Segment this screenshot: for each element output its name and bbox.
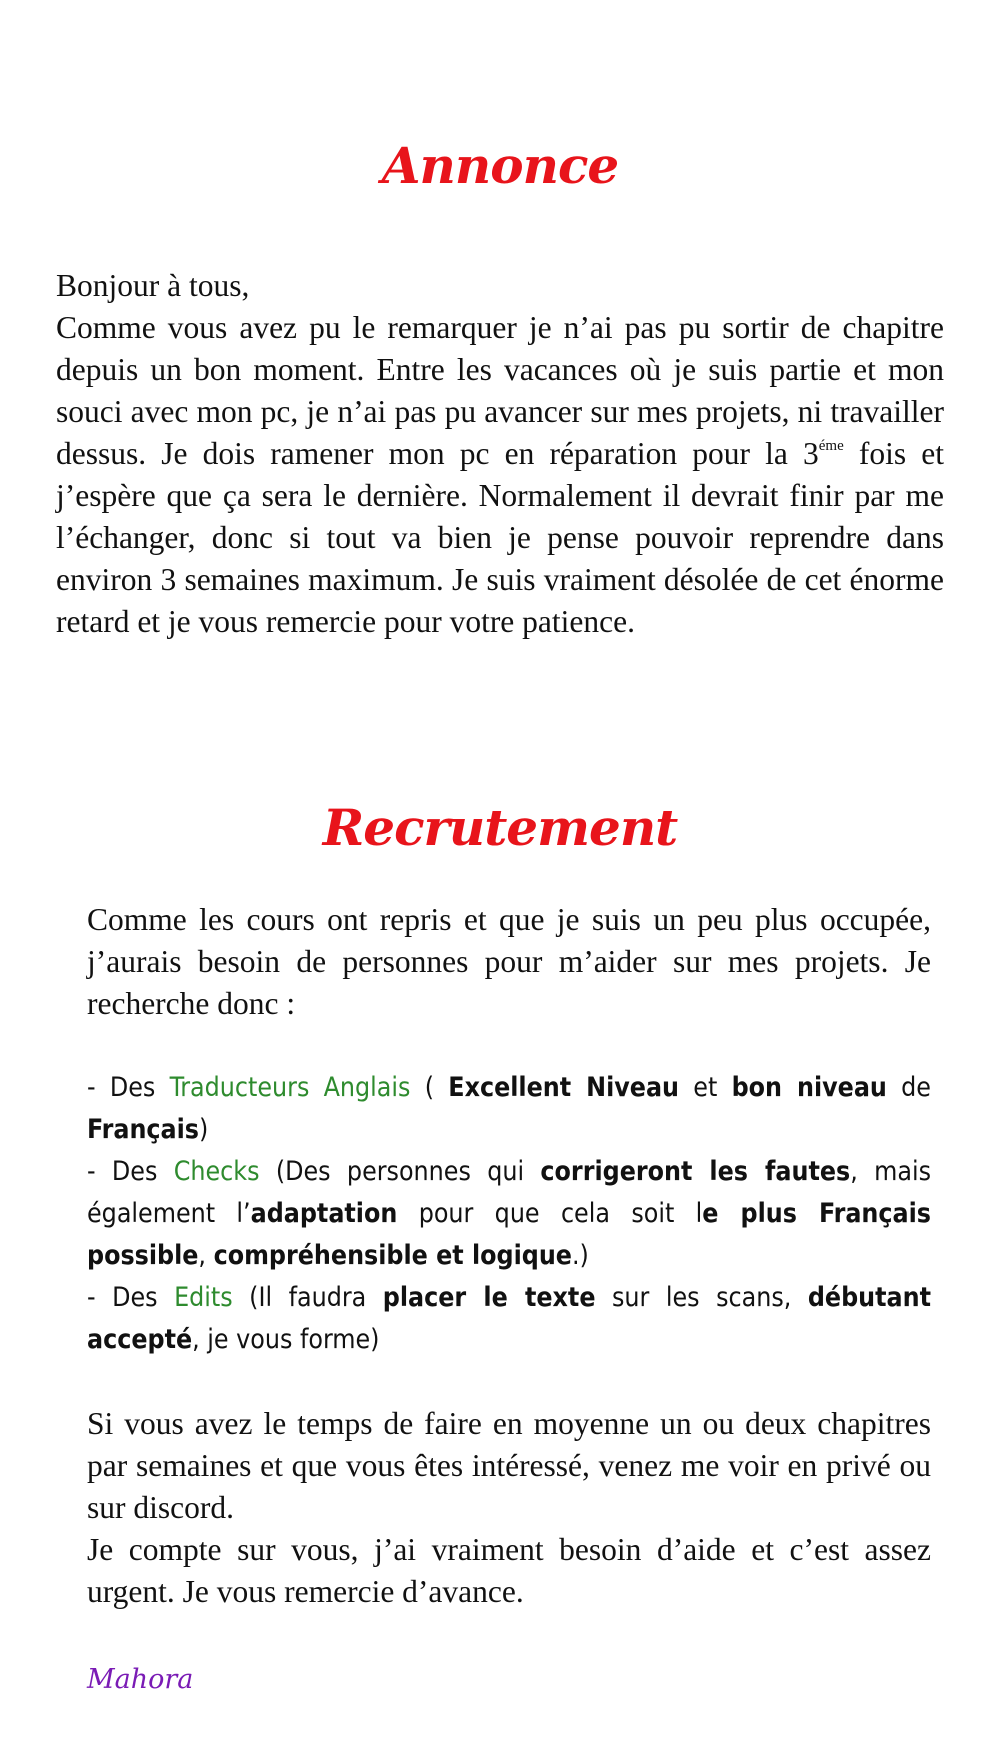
item-text: ( — [410, 1072, 449, 1103]
role-name: Edits — [174, 1282, 233, 1313]
item-emphasis: compréhensible et logique — [213, 1240, 572, 1271]
item-prefix: - Des — [87, 1156, 174, 1187]
item-emphasis: débutant accepté — [87, 1282, 931, 1355]
item-emphasis: e plus Français possible — [87, 1198, 931, 1271]
item-emphasis: bon niveau — [731, 1072, 887, 1103]
item-prefix: - Des — [87, 1072, 170, 1103]
annonce-text-part2: fois et j’espère que ça sera le dernière. Normalement il devrait finir par me l’échanger, donc si tout va bien je pense pouvoir reprendre dans environ 3 semaines maximum. Je suis vraiment désolée de cet énorme retard et je vous remercie pour votre patience. — [56, 436, 945, 639]
item-text: (Il faudra — [232, 1282, 383, 1313]
role-list — [87, 1067, 931, 1361]
item-emphasis: adaptation — [250, 1198, 398, 1229]
item-text: , je vous forme) — [192, 1324, 380, 1355]
role-item-edits — [87, 1277, 931, 1361]
ordinal-suffix: éme — [818, 438, 844, 454]
recrutement-intro: Comme les cours ont repris et que je suis un peu plus occupée, j’aurais besoin de personnes pour m’aider sur mes projets. Je recherche donc : — [87, 902, 931, 1021]
item-text: , mais également l’ — [87, 1156, 932, 1229]
role-name: Traducteurs Anglais — [169, 1072, 411, 1103]
annonce-paragraph — [56, 307, 944, 643]
signature: Mahora — [87, 1664, 194, 1695]
annonce-heading: Annonce — [381, 135, 619, 195]
item-prefix: - Des — [87, 1282, 175, 1313]
item-text: ) — [199, 1114, 209, 1145]
recrutement-closing-1: Si vous avez le temps de faire en moyenne un ou deux chapitres par semaines et que vous êtes intéressé, venez me voir en privé ou sur discord. — [87, 1406, 931, 1525]
item-text: sur les scans, — [595, 1282, 808, 1313]
recrutement-body — [87, 899, 931, 1613]
item-emphasis: Excellent Niveau — [448, 1072, 680, 1103]
item-text: .) — [571, 1240, 589, 1271]
item-emphasis: placer le texte — [382, 1282, 596, 1313]
item-text: pour que cela soit l — [397, 1198, 703, 1229]
annonce-text-part1: Comme vous avez pu le remarquer je n’ai pas pu sortir de chapitre depuis un bon moment. Entre les vacances où je suis partie et mon souci avec mon pc, je n’ai pas pu avancer sur mes projets, ni travailler dessus. Je dois ramener mon pc en réparation pour la 3 — [56, 310, 944, 471]
item-text: de — [886, 1072, 931, 1103]
item-text: (Des personnes qui — [259, 1156, 541, 1187]
item-text: et — [679, 1072, 732, 1103]
recrutement-heading: Recrutement — [322, 797, 678, 857]
role-item-checks — [87, 1151, 931, 1277]
role-name: Checks — [173, 1156, 260, 1187]
item-text: , — [198, 1240, 214, 1271]
recrutement-closing-2: Je compte sur vous, j’ai vraiment besoin d’aide et c’est assez urgent. Je vous remercie d’avance. — [87, 1532, 931, 1609]
role-item-translators — [87, 1067, 931, 1151]
item-emphasis: corrigeront les fautes — [540, 1156, 851, 1187]
annonce-greeting: Bonjour à tous, — [56, 268, 250, 303]
annonce-body — [56, 265, 944, 643]
item-emphasis: Français — [87, 1114, 199, 1145]
